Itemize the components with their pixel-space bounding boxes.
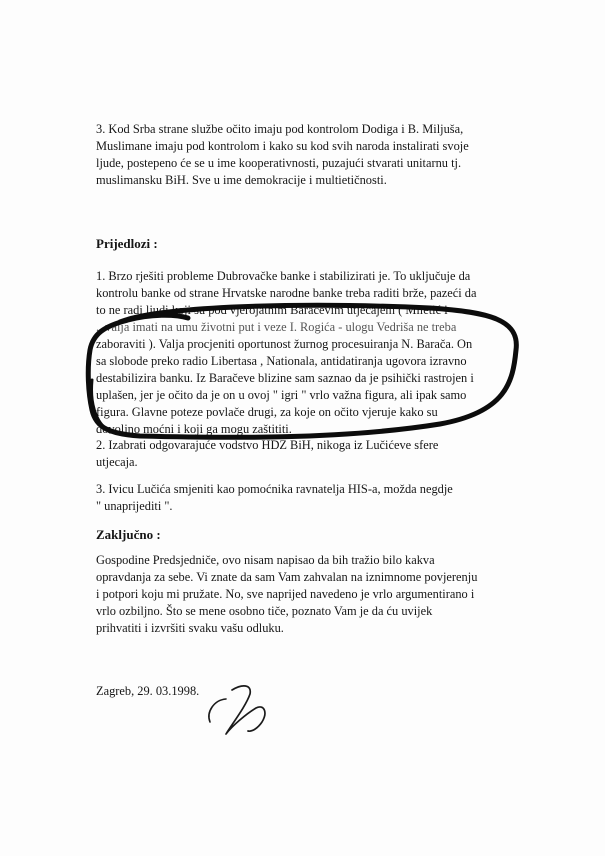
proposal-2: 2. Izabrati odgovarajuće vodstvo HDZ BiH, nikoga iz Lučićeve sfere utjecaja.	[96, 438, 439, 469]
conclusion-paragraph: Gospodine Predsjedniče, ovo nisam napisao da bih tražio bilo kakva opravdanja za sebe. Vi znate da sam Vam zahvalan na iznimnome povjerenju i potpori koju mi pružate. No, sve naprijed navedeno je vrlo argumentirano i vrlo ozbiljno. Što se mene osobno tiče, poznato Vam je da ću uvijek prihvatiti i izvršiti svaku vašu odluku.	[96, 553, 478, 635]
place-date: Zagreb, 29. 03.1998.	[96, 684, 200, 698]
proposal-1: 1. Brzo rješiti probleme Dubrovačke banke i stabilizirati je. To uključuje da kontrolu banke od strane Hrvatske narodne banke treba raditi brže, pazeći da to ne radi ljudi koji su pod vjerojatnim Baračevim utjecajem ( Miletić i ...valja imati na umu životni put i veze I. Rogića - ulogu Vedriša ne treba zaboraviti ). Valja procjeniti oportunost žurnog procesuiranja N. Barača. On sa slobode preko radio Libertasa , Nationala, antidatiranja ugovora izravno destabilizira banku. Iz Baračeve blizine sam saznao da je psihički rastrojen i uplašen, jer je očito da je on u ovoj " igri " vrlo važna figura, ali ipak samo figura. Glavne poteze povlače drugi, za koje on očito vjeruje kako su dovoljno moćni i koji ga mogu zaštititi.	[96, 269, 477, 436]
heading-conclusion: Zaključno :	[96, 527, 161, 542]
paragraph-3-intro: 3. Kod Srba strane službe očito imaju pod kontrolom Dodiga i B. Miljuša, Muslimane imaju pod kontrolom i kako su kod svih naroda instalirati svoje ljude, postepeno će se u ime kooperativnosti, puzajući stvarati unitarnu tj. muslimansku BiH. Sve u ime demokracije i multietičnosti.	[96, 122, 469, 187]
proposal-3: 3. Ivicu Lučića smjeniti kao pomoćnika ravnatelja HIS-a, možda negdje " unaprijediti ".	[96, 482, 453, 513]
heading-proposals: Prijedlozi :	[96, 236, 158, 251]
